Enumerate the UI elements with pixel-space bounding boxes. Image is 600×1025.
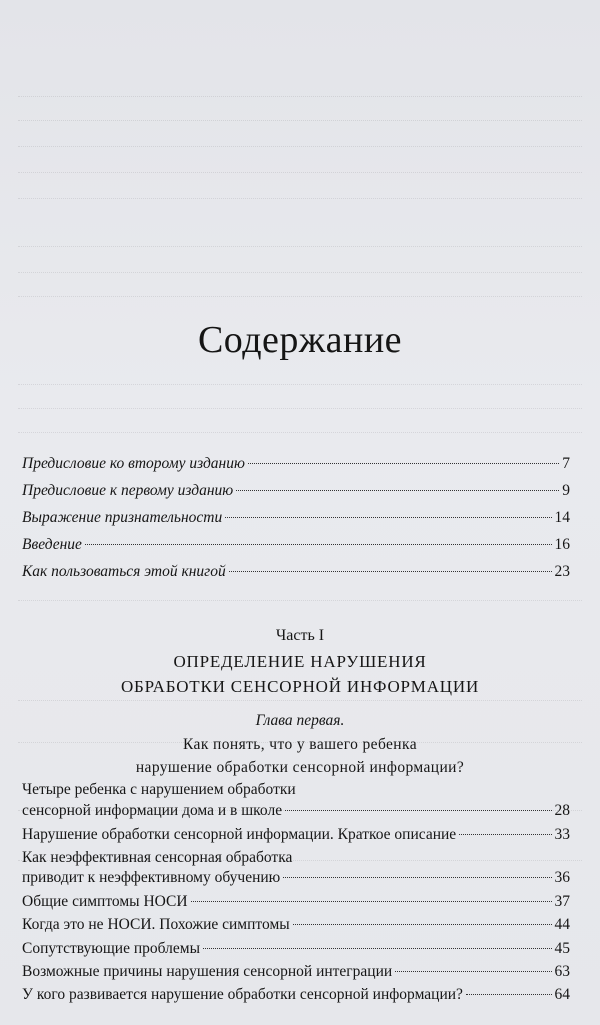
toc-entry-first-line: Как неэффективная сенсорная обработка — [22, 849, 293, 866]
leader-dots — [466, 994, 552, 995]
leader-dots — [459, 834, 551, 835]
leader-dots — [395, 971, 551, 972]
chapter-title-line1: Как понять, что у вашего ребенка — [183, 736, 417, 753]
chapter-title-line2: нарушение обработки сенсорной информации? — [135, 759, 465, 776]
toc-entry-label: Общие симптомы НОСИ — [22, 893, 188, 910]
toc-entry[interactable] — [22, 940, 570, 958]
toc-entry-page: 63 — [554, 963, 570, 980]
toc-entry[interactable] — [22, 455, 570, 473]
page-title: Содержание — [197, 319, 403, 361]
toc-entry-label: Возможные причины нарушения сенсорной интеграции — [22, 963, 393, 980]
toc-entry-page: 23 — [554, 563, 570, 580]
toc-entry[interactable] — [22, 536, 570, 554]
toc-entry[interactable] — [22, 563, 570, 581]
leader-dots — [236, 490, 559, 491]
leader-dots — [85, 544, 552, 545]
part-title-line1: ОПРЕДЕЛЕНИЕ НАРУШЕНИЯ — [173, 652, 427, 671]
chapter-number: Глава первая. — [255, 712, 345, 729]
leader-dots — [191, 901, 552, 902]
toc-entry-page: 7 — [562, 455, 570, 472]
leader-dots — [248, 463, 559, 464]
toc-entry-label: приводит к неэффективному обучению — [22, 869, 281, 886]
toc-entry-page: 28 — [554, 802, 570, 819]
toc-entry-label: Сопутствующие проблемы — [22, 940, 200, 957]
leader-dots — [285, 810, 551, 811]
toc-entry-label: Как пользоваться этой книгой — [22, 563, 226, 580]
toc-entry-label: Предисловие к первому изданию — [22, 482, 234, 499]
leader-dots — [203, 948, 552, 949]
toc-entry-label: Выражение признательности — [22, 509, 223, 526]
toc-entry[interactable] — [22, 893, 570, 911]
toc-entry[interactable] — [22, 482, 570, 500]
toc-entry-first-line: Четыре ребенка с нарушением обработки — [22, 781, 296, 798]
toc-entry-page: 33 — [554, 826, 570, 843]
toc-entry-label: У кого развивается нарушение обработки сенсорной информации? — [22, 986, 463, 1003]
toc-entry[interactable] — [22, 986, 570, 1004]
toc-entry-page: 36 — [554, 869, 570, 886]
toc-entry[interactable] — [22, 963, 570, 981]
toc-entry-label: сенсорной информации дома и в школе — [22, 802, 283, 819]
toc-entry[interactable] — [22, 869, 570, 887]
toc-entry-label: Когда это не НОСИ. Похожие симптомы — [22, 916, 290, 933]
toc-entry[interactable] — [22, 802, 570, 820]
toc-entry[interactable] — [22, 916, 570, 934]
toc-entry[interactable] — [22, 826, 570, 844]
toc-entry-label: Нарушение обработки сенсорной информации. Краткое описание — [22, 826, 457, 843]
toc-entry-page: 45 — [554, 940, 570, 957]
toc-entry-page: 37 — [554, 893, 570, 910]
leader-dots — [283, 877, 551, 878]
leader-dots — [229, 571, 552, 572]
toc-entry[interactable] — [22, 509, 570, 527]
toc-entry-page: 64 — [554, 986, 570, 1003]
toc-entry-label: Предисловие ко второму изданию — [22, 455, 245, 472]
toc-entry-page: 14 — [554, 509, 570, 526]
part-title-line2: ОБРАБОТКИ СЕНСОРНОЙ ИНФОРМАЦИИ — [120, 677, 480, 696]
toc-entry-page: 9 — [562, 482, 570, 499]
part-number: Часть I — [275, 627, 325, 644]
toc-entry-page: 44 — [554, 916, 570, 933]
toc-entry-page: 16 — [554, 536, 570, 553]
toc-entry-label: Введение — [22, 536, 82, 553]
leader-dots — [293, 924, 552, 925]
leader-dots — [225, 517, 551, 518]
